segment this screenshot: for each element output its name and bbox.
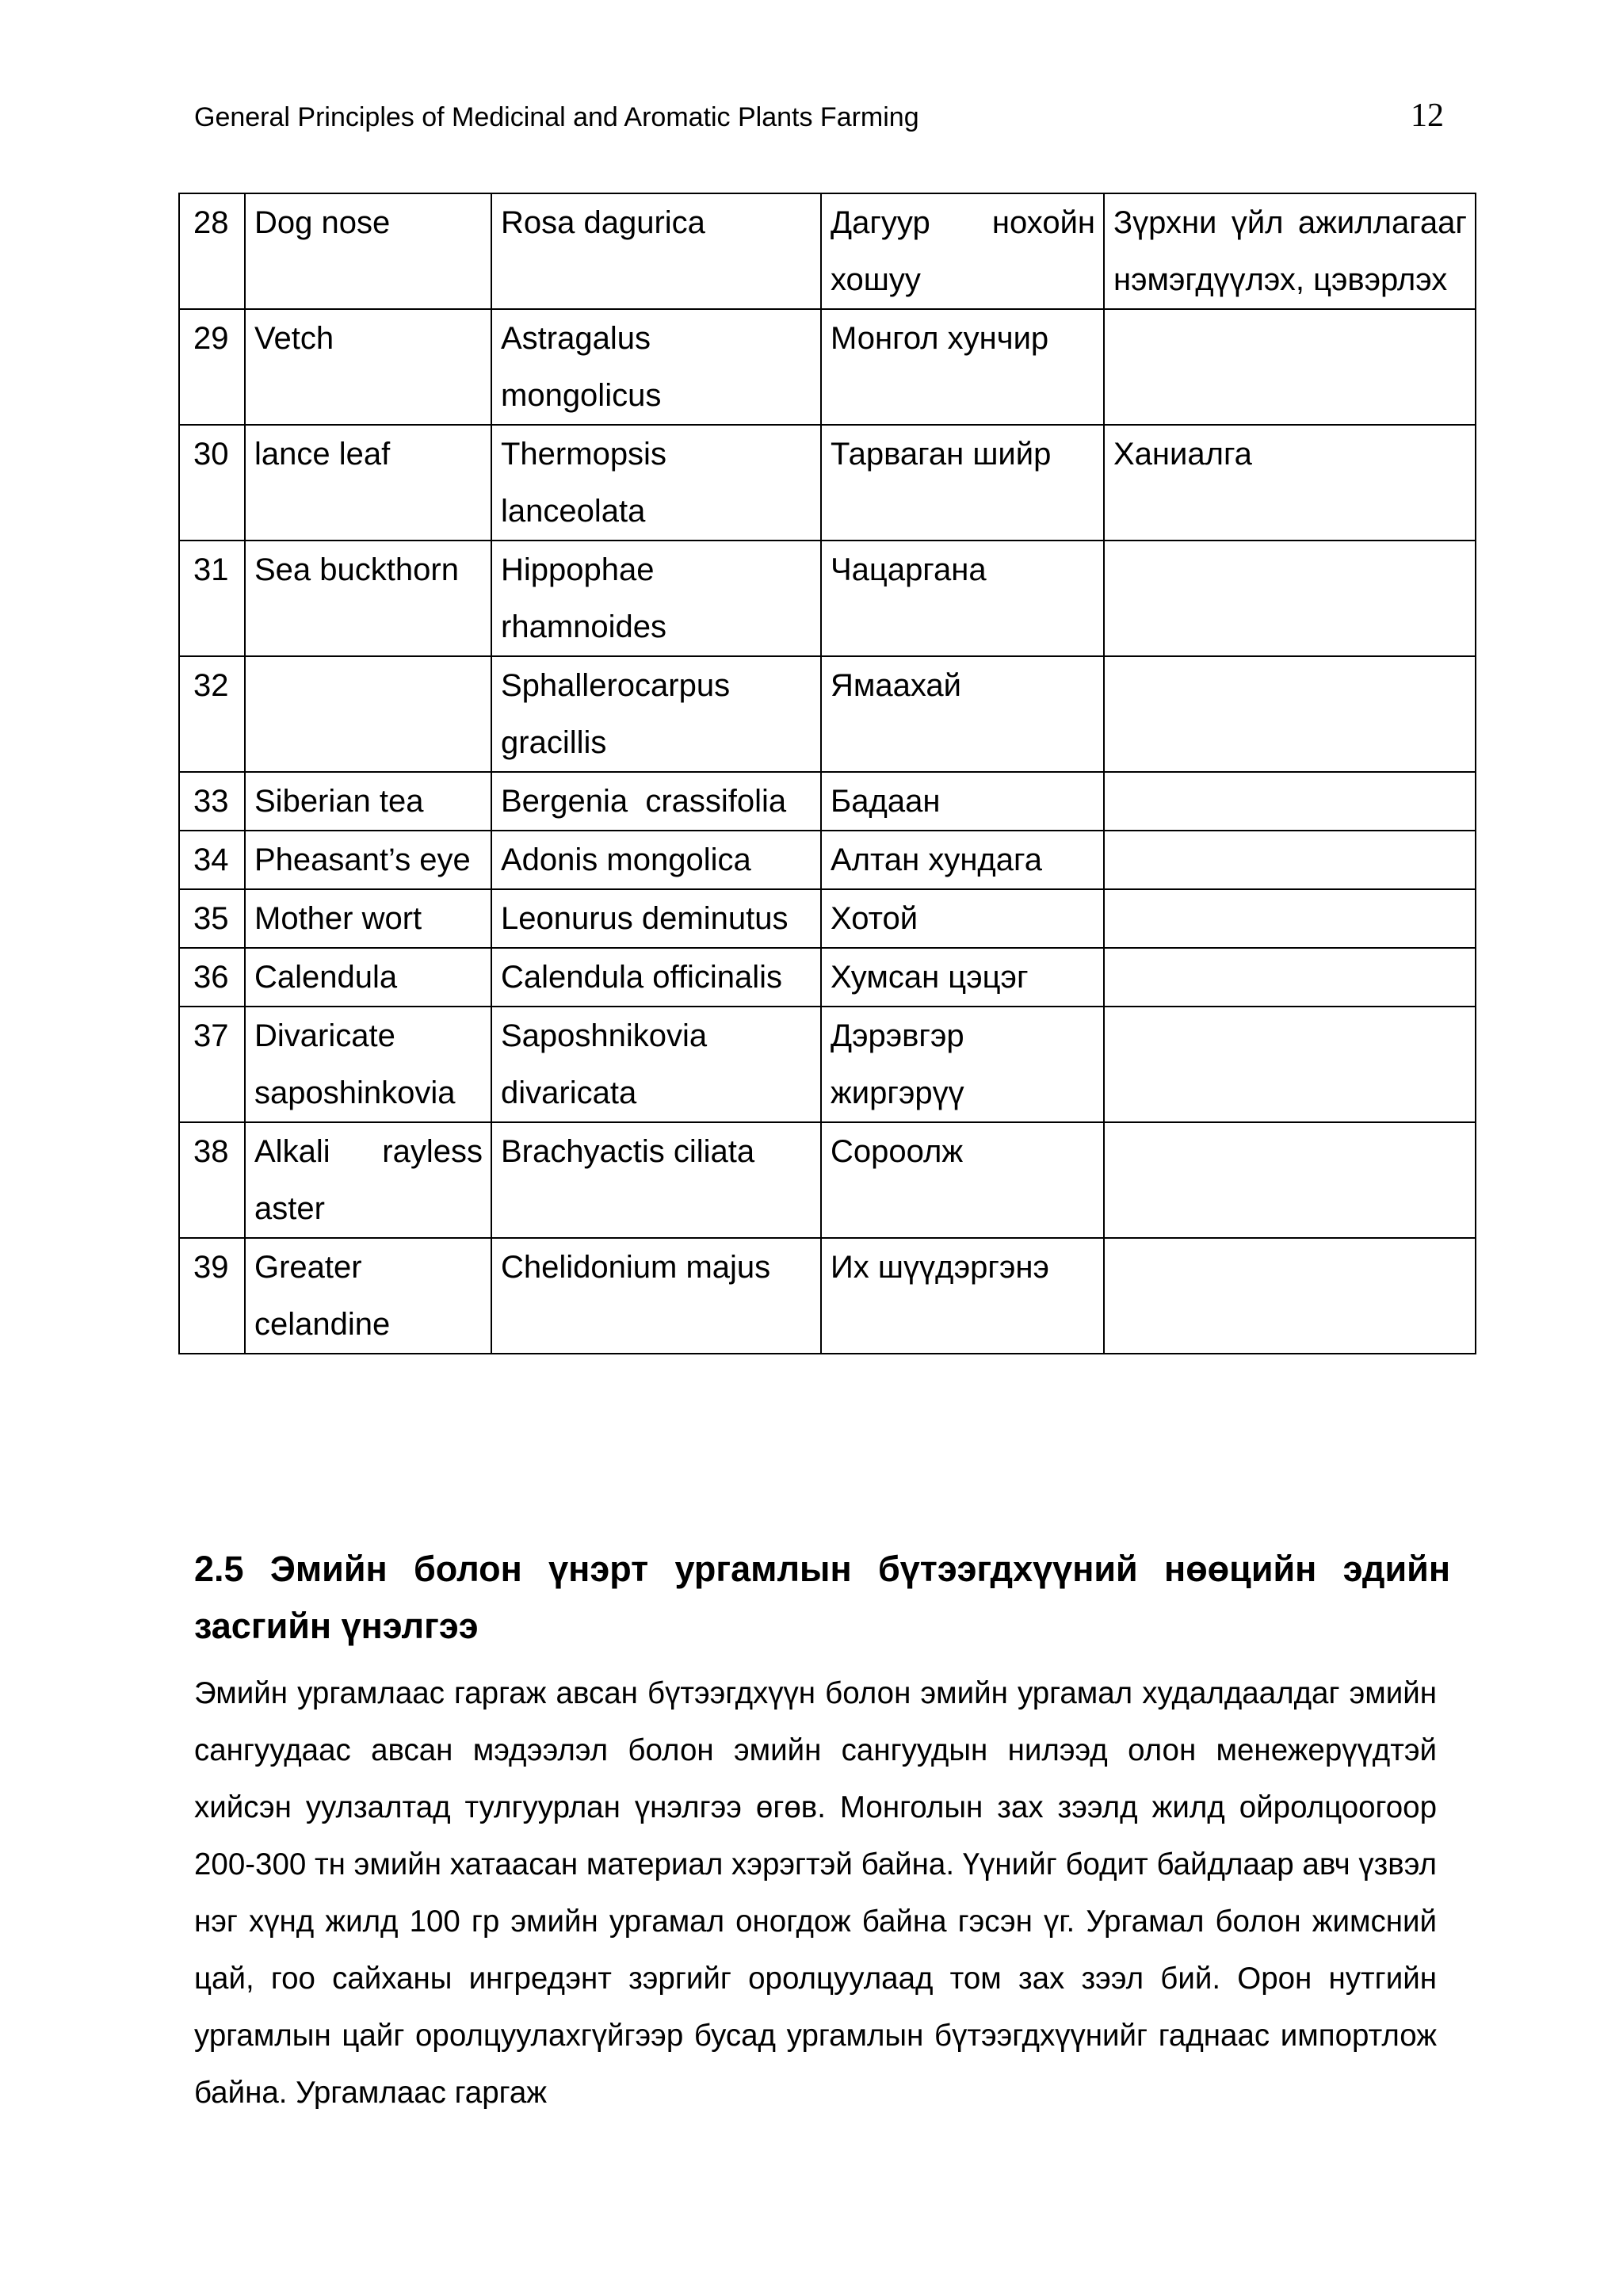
latin-name: Brachyactis ciliata bbox=[491, 1122, 821, 1238]
medicinal-plants-table bbox=[178, 193, 1476, 1354]
plant-use bbox=[1104, 1122, 1476, 1238]
latin-name: Astragalus mongolicus bbox=[491, 309, 821, 425]
english-name: Vetch bbox=[245, 309, 491, 425]
mongolian-name: Монгол хунчир bbox=[821, 309, 1104, 425]
mongolian-name: Бадаан bbox=[821, 772, 1104, 831]
table-row bbox=[179, 425, 1476, 541]
english-name: Alkali rayless aster bbox=[245, 1122, 491, 1238]
row-number: 32 bbox=[179, 656, 245, 772]
latin-name: Hippophae rhamnoides bbox=[491, 541, 821, 656]
table-row bbox=[179, 948, 1476, 1007]
plant-use bbox=[1104, 948, 1476, 1007]
table-row bbox=[179, 889, 1476, 948]
latin-name: Sphallerocarpus gracillis bbox=[491, 656, 821, 772]
english-name: Siberian tea bbox=[245, 772, 491, 831]
plant-use bbox=[1104, 309, 1476, 425]
row-number: 30 bbox=[179, 425, 245, 541]
english-name: Calendula bbox=[245, 948, 491, 1007]
row-number: 34 bbox=[179, 831, 245, 889]
row-number: 38 bbox=[179, 1122, 245, 1238]
latin-name: Rosa dagurica bbox=[491, 193, 821, 309]
mongolian-name: Хумсан цэцэг bbox=[821, 948, 1104, 1007]
plant-use bbox=[1104, 831, 1476, 889]
latin-name: Saposhnikovia divaricata bbox=[491, 1007, 821, 1122]
mongolian-name: Тарваган шийр bbox=[821, 425, 1104, 541]
row-number: 36 bbox=[179, 948, 245, 1007]
mongolian-name: Дэрэвгэр жиргэрүү bbox=[821, 1007, 1104, 1122]
english-name: Mother wort bbox=[245, 889, 491, 948]
row-number: 37 bbox=[179, 1007, 245, 1122]
table-row bbox=[179, 309, 1476, 425]
table-row bbox=[179, 831, 1476, 889]
mongolian-name: Дагуур нохойн хошуу bbox=[821, 193, 1104, 309]
table-row bbox=[179, 656, 1476, 772]
latin-name: Bergenia crassifolia bbox=[491, 772, 821, 831]
section-heading: 2.5 Эмийн болон үнэрт ургамлын бүтээгдхүүний нөөцийн эдийн засгийн үнэлгээ bbox=[194, 1549, 1450, 1646]
table-row bbox=[179, 541, 1476, 656]
running-header: General Principles of Medicinal and Aromatic Plants Farming bbox=[194, 102, 919, 132]
row-number: 28 bbox=[179, 193, 245, 309]
mongolian-name: Хотой bbox=[821, 889, 1104, 948]
row-number: 31 bbox=[179, 541, 245, 656]
latin-name: Adonis mongolica bbox=[491, 831, 821, 889]
row-number: 35 bbox=[179, 889, 245, 948]
table-row bbox=[179, 1007, 1476, 1122]
table-row bbox=[179, 1238, 1476, 1354]
plant-use bbox=[1104, 1238, 1476, 1354]
plant-use bbox=[1104, 772, 1476, 831]
plant-use bbox=[1104, 656, 1476, 772]
row-number: 29 bbox=[179, 309, 245, 425]
latin-name: Thermopsis lanceolata bbox=[491, 425, 821, 541]
mongolian-name: Их шүүдэргэнэ bbox=[821, 1238, 1104, 1354]
page-number: 12 bbox=[1411, 97, 1444, 134]
latin-name: Calendula officinalis bbox=[491, 948, 821, 1007]
plant-use bbox=[1104, 1007, 1476, 1122]
row-number: 33 bbox=[179, 772, 245, 831]
table-row bbox=[179, 772, 1476, 831]
body-paragraph: Эмийн ургамлаас гаргаж авсан бүтээгдхүүн болон эмийн ургамал худалдаалдаг эмийн сангуудаас авсан мэдээлэл болон эмийн сангуудын нилээд олон менежерүүдтэй хийсэн уулзалтад тулгуурлан үнэлгээ өгөв. Монголын зах зээлд жилд ойролцоогоор 200-300 тн эмийн хатаасан материал хэрэгтэй байна. Үүнийг бодит байдлаар авч үзвэл нэг хүнд жилд 100 гр эмийн ургамал оногдож байна гэсэн үг. Ургамал болон жимсний цай, гоо сайханы ингредэнт зэргийг оролцуулаад том зах зээл бий. Орон нутгийн ургамлын цайг оролцуулахгүйгээр бусад ургамлын бүтээгдхүүнийг гаднаас импортлож байна. Ургамлаас гаргаж bbox=[194, 1676, 1437, 2110]
mongolian-name: Ямаахай bbox=[821, 656, 1104, 772]
plant-use bbox=[1104, 541, 1476, 656]
mongolian-name: Алтан хундага bbox=[821, 831, 1104, 889]
english-name: Sea buckthorn bbox=[245, 541, 491, 656]
plant-use bbox=[1104, 889, 1476, 948]
latin-name: Leonurus deminutus bbox=[491, 889, 821, 948]
english-name bbox=[245, 656, 491, 772]
english-name: Divaricate saposhinkovia bbox=[245, 1007, 491, 1122]
mongolian-name: Сороолж bbox=[821, 1122, 1104, 1238]
table-row bbox=[179, 1122, 1476, 1238]
row-number: 39 bbox=[179, 1238, 245, 1354]
english-name: Greater celandine bbox=[245, 1238, 491, 1354]
mongolian-name: Чацаргана bbox=[821, 541, 1104, 656]
table-row bbox=[179, 193, 1476, 309]
latin-name: Chelidonium majus bbox=[491, 1238, 821, 1354]
english-name: Pheasant’s eye bbox=[245, 831, 491, 889]
plant-use: Зүрхни үйл ажиллагааг нэмэгдүүлэх, цэвэрлэх bbox=[1104, 193, 1476, 309]
plant-use: Ханиалга bbox=[1104, 425, 1476, 541]
english-name: lance leaf bbox=[245, 425, 491, 541]
english-name: Dog nose bbox=[245, 193, 491, 309]
